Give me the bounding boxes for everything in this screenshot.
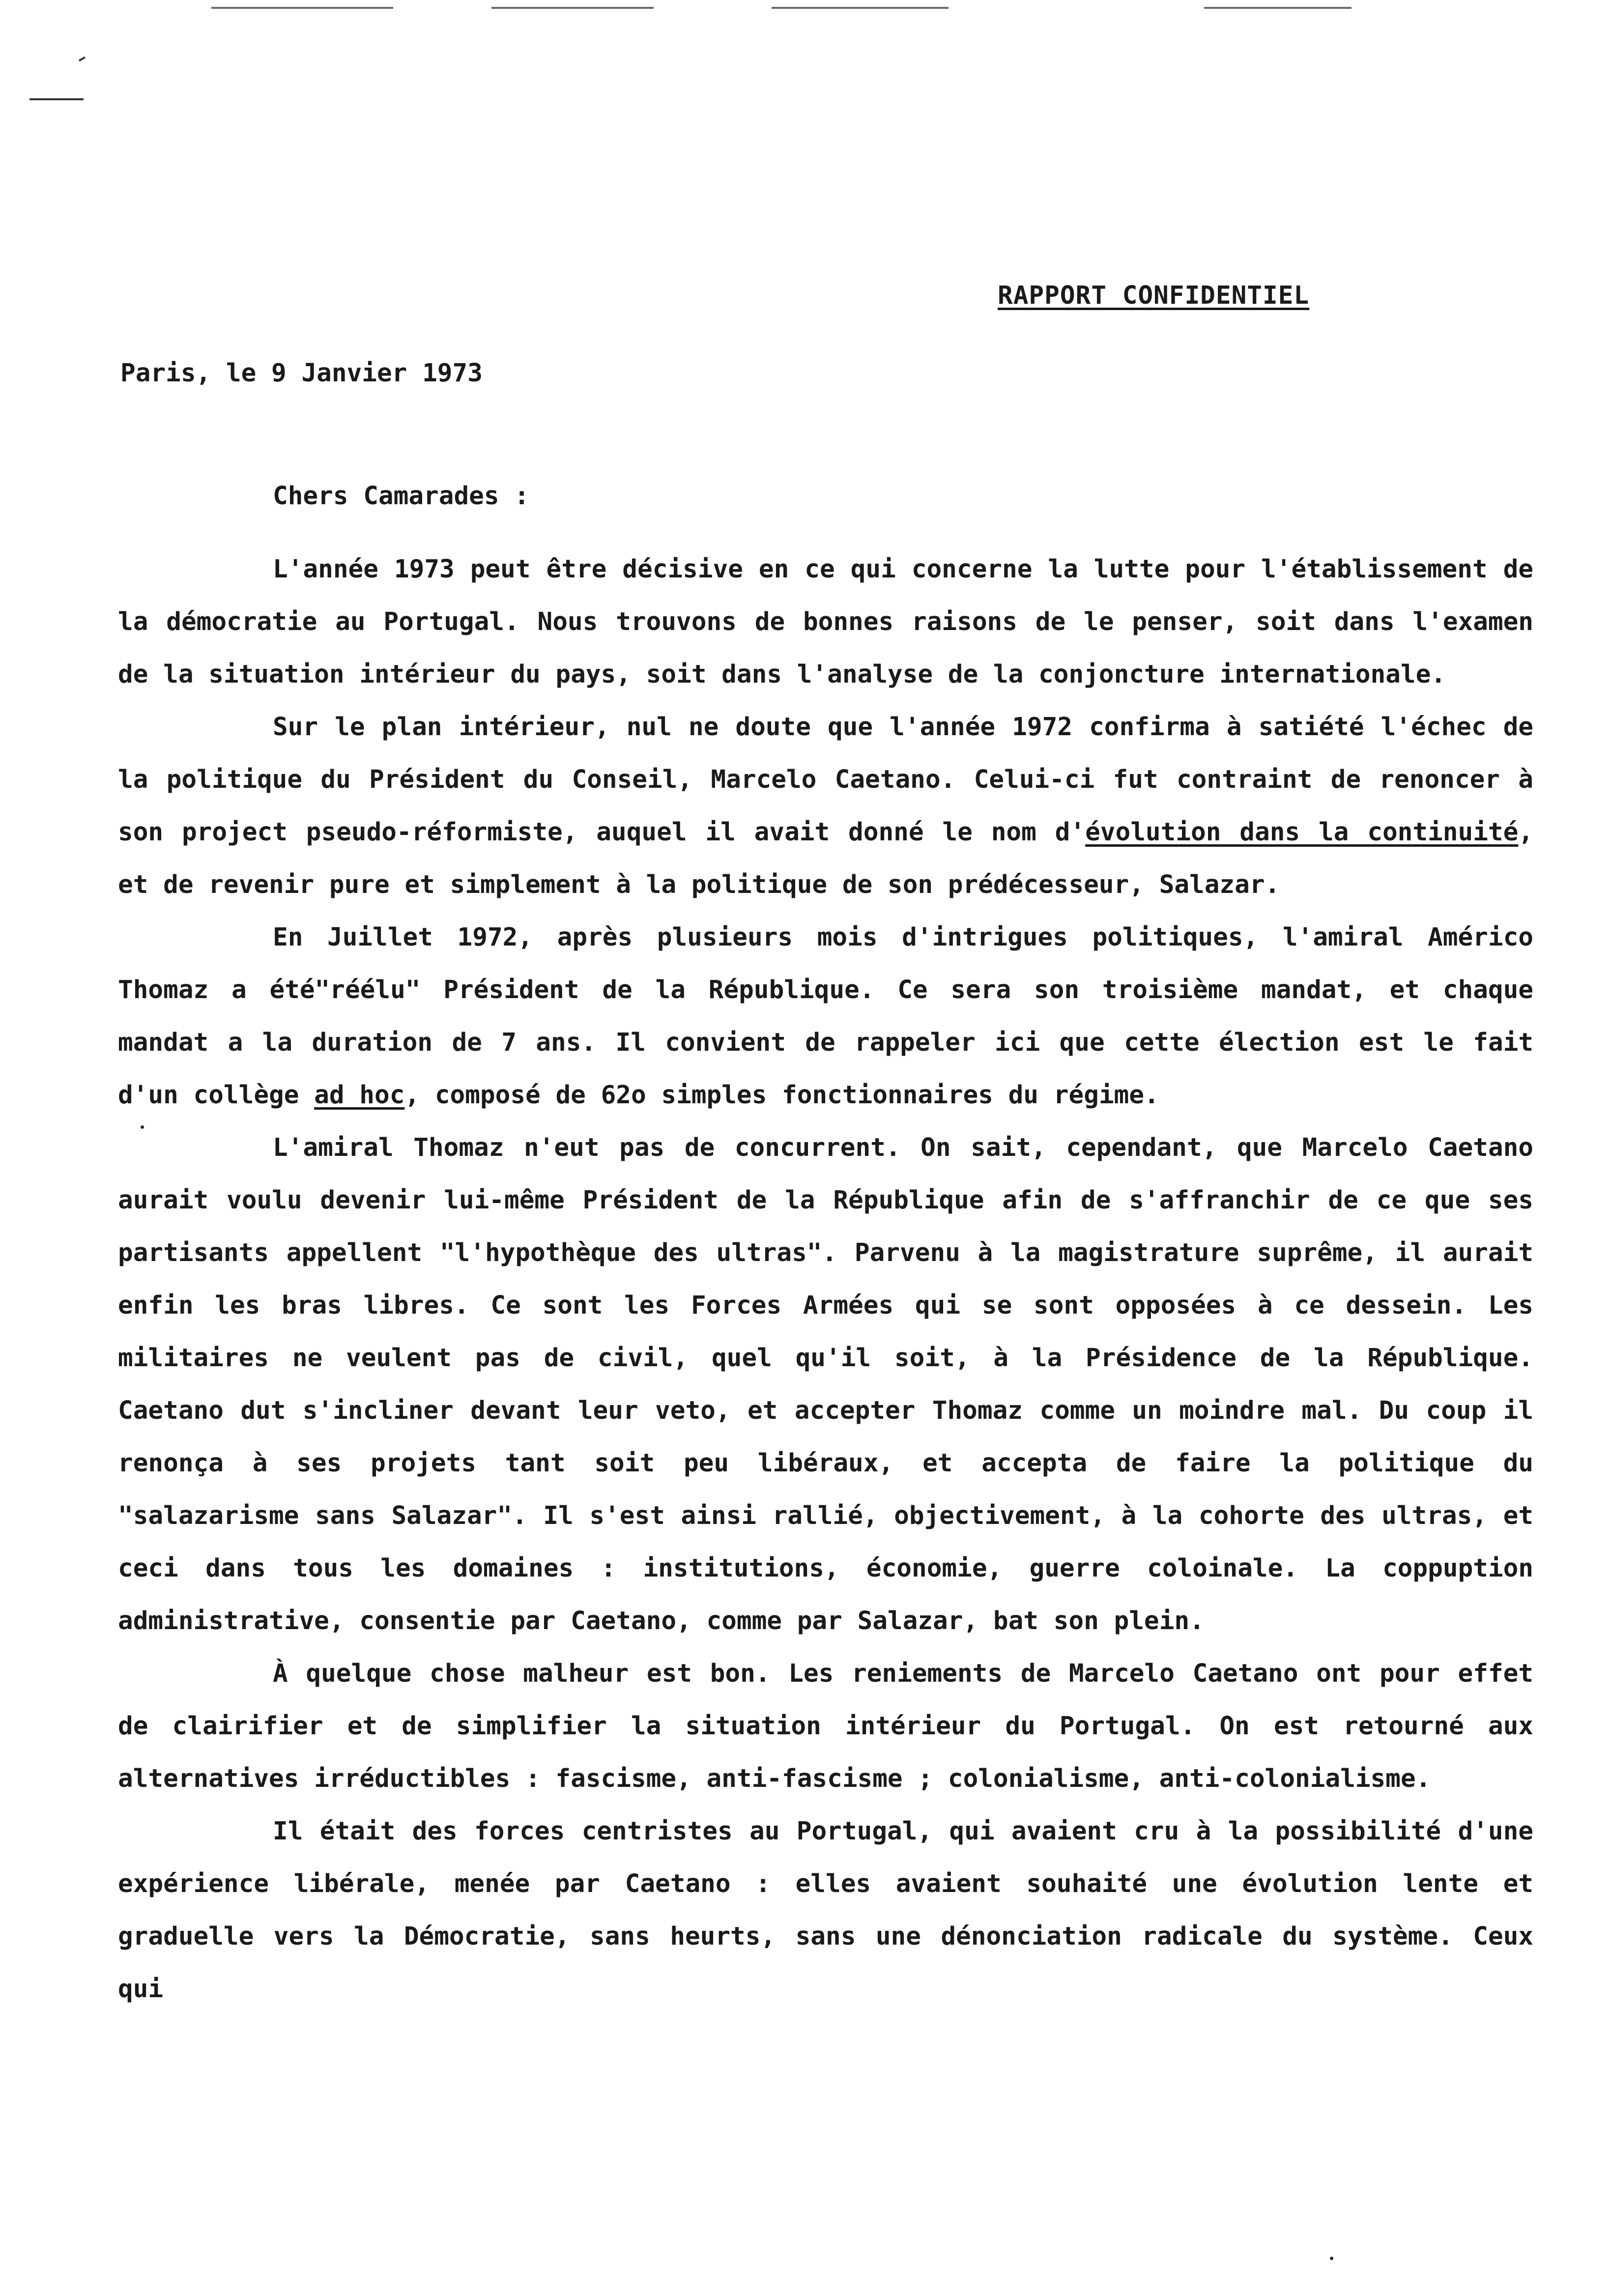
underlined-phrase: ad hoc (314, 1081, 405, 1110)
paragraph-3-text-end: , composé de 62o simples fonctionnaires du régime. (404, 1081, 1159, 1110)
scan-edge-mark (491, 7, 654, 9)
scan-edge-mark (1204, 7, 1352, 9)
paragraph-1: L'année 1973 peut être décisive en ce qui concerne la lutte pour l'établissement de la démocratie au Portugal. Nous trouvons de bonnes raisons de le penser, soit dans l'examen de la situation intérieur du pays, soit dans l'analyse de la conjoncture internationale. (118, 555, 1533, 689)
underlined-phrase: évolution dans la continuité (1085, 818, 1519, 847)
margin-pencil-tick (79, 57, 86, 61)
paragraph-2-text-end: , et de revenir pure et simplement à la politique de son prédécesseur, Salazar. (118, 818, 1534, 899)
paragraph-2 (118, 701, 1533, 911)
letter-body (118, 543, 1533, 2015)
scan-edge-mark (772, 7, 949, 9)
dateline: Paris, le 9 Janvier 1973 (120, 359, 483, 388)
paragraph-3 (118, 911, 1533, 1121)
paragraph-3-text: En Juillet 1972, après plusieurs mois d'intrigues politiques, l'amiral Américo Thomaz a été"réélu" Président de la République. Ce sera son troisième mandat, et chaque mandat a la duration de 7 ans. Il convient de rappeler ici que cette élection est le fait d'un collège (118, 923, 1533, 1110)
margin-pencil-mark (29, 98, 84, 100)
paragraph-2-text: Sur le plan intérieur, nul ne doute que l'année 1972 confirma à satiété l'échec de la politique du Président du Conseil, Marcelo Caetano. Celui-ci fut contraint de renoncer à son project pseudo-réformiste, auquel il avait donné le nom d' (118, 713, 1533, 847)
ink-speck (1330, 2257, 1333, 2260)
confidential-header: RAPPORT CONFIDENTIEL (998, 281, 1310, 310)
salutation: Chers Camarades : (273, 482, 529, 511)
paragraph-5: À quelque chose malheur est bon. Les reniements de Marcelo Caetano ont pour effet de clairifier et de simplifier la situation intérieur du Portugal. On est retourné aux alternatives irréductibles : fascisme, anti-fascisme ; colonialisme, anti-colonialisme. (118, 1659, 1533, 1793)
ink-speck (141, 1125, 144, 1129)
scan-edge-mark (211, 7, 393, 9)
paragraph-4: L'amiral Thomaz n'eut pas de concurrent. On sait, cependant, que Marcelo Caetano aurait voulu devenir lui-même Président de la République afin de s'affranchir de ce que ses partisants appellent "l'hypothèque des ultras". Parvenu à la magistrature suprême, il aurait enfin les bras libres. Ce sont les Forces Armées qui se sont opposées à ce dessein. Les militaires ne veulent pas de civil, quel qu'il soit, à la Présidence de la République. Caetano dut s'incliner devant leur veto, et accepter Thomaz comme un moindre mal. Du coup il renonça à ses projets tant soit peu libéraux, et accepta de faire la politique du "salazarisme sans Salazar". Il s'est ainsi rallié, objectivement, à la cohorte des ultras, et ceci dans tous les domaines : institutions, économie, guerre coloinale. La coppuption administrative, consentie par Caetano, comme par Salazar, bat son plein. (118, 1133, 1533, 1636)
paragraph-6: Il était des forces centristes au Portugal, qui avaient cru à la possibilité d'une expérience libérale, menée par Caetano : elles avaient souhaité une évolution lente et graduelle vers la Démocratie, sans heurts, sans une dénonciation radicale du système. Ceux qui (118, 1817, 1533, 2004)
